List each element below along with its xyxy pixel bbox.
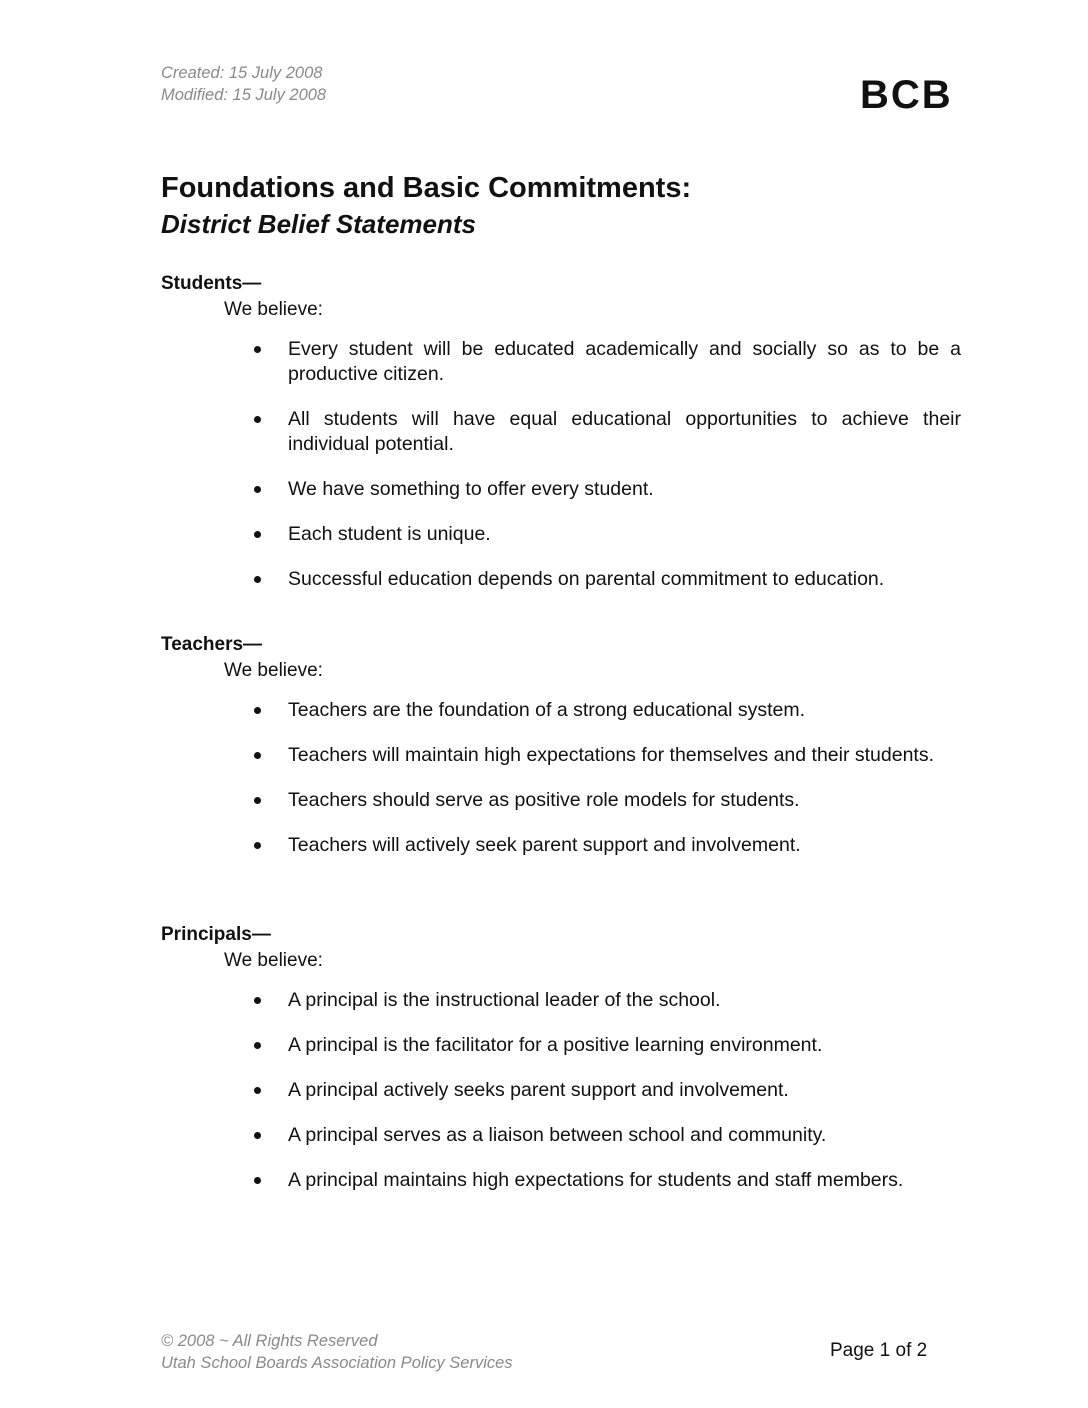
section-heading: Principals—	[161, 924, 271, 945]
copyright-text: © 2008 ~ All Rights Reserved	[161, 1332, 378, 1350]
section-intro: We believe:	[224, 660, 323, 681]
list-item: Every student will be educated academically and socially so as to be a productive citizen.	[288, 337, 961, 387]
section-heading: Students—	[161, 273, 262, 294]
list-item: A principal maintains high expectations for students and staff members.	[288, 1168, 961, 1193]
bullet-icon	[254, 416, 261, 423]
belief-list	[161, 337, 961, 592]
created-date: Created: 15 July 2008	[161, 64, 323, 82]
bullet-icon	[254, 486, 261, 493]
page-number: Page 1 of 2	[830, 1340, 928, 1361]
list-item: Successful education depends on parental commitment to education.	[288, 567, 961, 592]
bullet-icon	[254, 752, 261, 759]
section-students	[161, 271, 961, 612]
list-item: A principal actively seeks parent support and involvement.	[288, 1078, 961, 1103]
section-principals	[161, 922, 961, 1213]
bullet-icon	[254, 1177, 261, 1184]
page-subtitle: District Belief Statements	[161, 209, 476, 239]
bullet-icon	[254, 576, 261, 583]
page-title: Foundations and Basic Commitments:	[161, 172, 692, 204]
publisher-text: Utah School Boards Association Policy Services	[161, 1354, 513, 1372]
bullet-icon	[254, 707, 261, 714]
belief-list	[161, 698, 961, 858]
section-teachers	[161, 632, 961, 878]
list-item: Teachers will maintain high expectations for themselves and their students.	[288, 743, 961, 768]
policy-code: BCB	[860, 73, 953, 117]
bullet-icon	[254, 1042, 261, 1049]
modified-date: Modified: 15 July 2008	[161, 86, 327, 104]
bullet-icon	[254, 531, 261, 538]
document-dates	[161, 62, 326, 106]
footer-credits	[161, 1330, 513, 1374]
belief-list	[161, 988, 961, 1193]
list-item: Teachers will actively seek parent support and involvement.	[288, 833, 961, 858]
list-item: A principal is the instructional leader of the school.	[288, 988, 961, 1013]
section-heading: Teachers—	[161, 634, 263, 655]
list-item: A principal serves as a liaison between school and community.	[288, 1123, 961, 1148]
list-item: We have something to offer every student.	[288, 477, 961, 502]
list-item: All students will have equal educational opportunities to achieve their individual potential.	[288, 407, 961, 457]
bullet-icon	[254, 1132, 261, 1139]
list-item: A principal is the facilitator for a positive learning environment.	[288, 1033, 961, 1058]
list-item: Teachers are the foundation of a strong educational system.	[288, 698, 961, 723]
bullet-icon	[254, 797, 261, 804]
bullet-icon	[254, 997, 261, 1004]
section-intro: We believe:	[224, 299, 323, 320]
list-item: Teachers should serve as positive role models for students.	[288, 788, 961, 813]
bullet-icon	[254, 346, 261, 353]
bullet-icon	[254, 1087, 261, 1094]
bullet-icon	[254, 842, 261, 849]
list-item: Each student is unique.	[288, 522, 961, 547]
section-intro: We believe:	[224, 950, 323, 971]
